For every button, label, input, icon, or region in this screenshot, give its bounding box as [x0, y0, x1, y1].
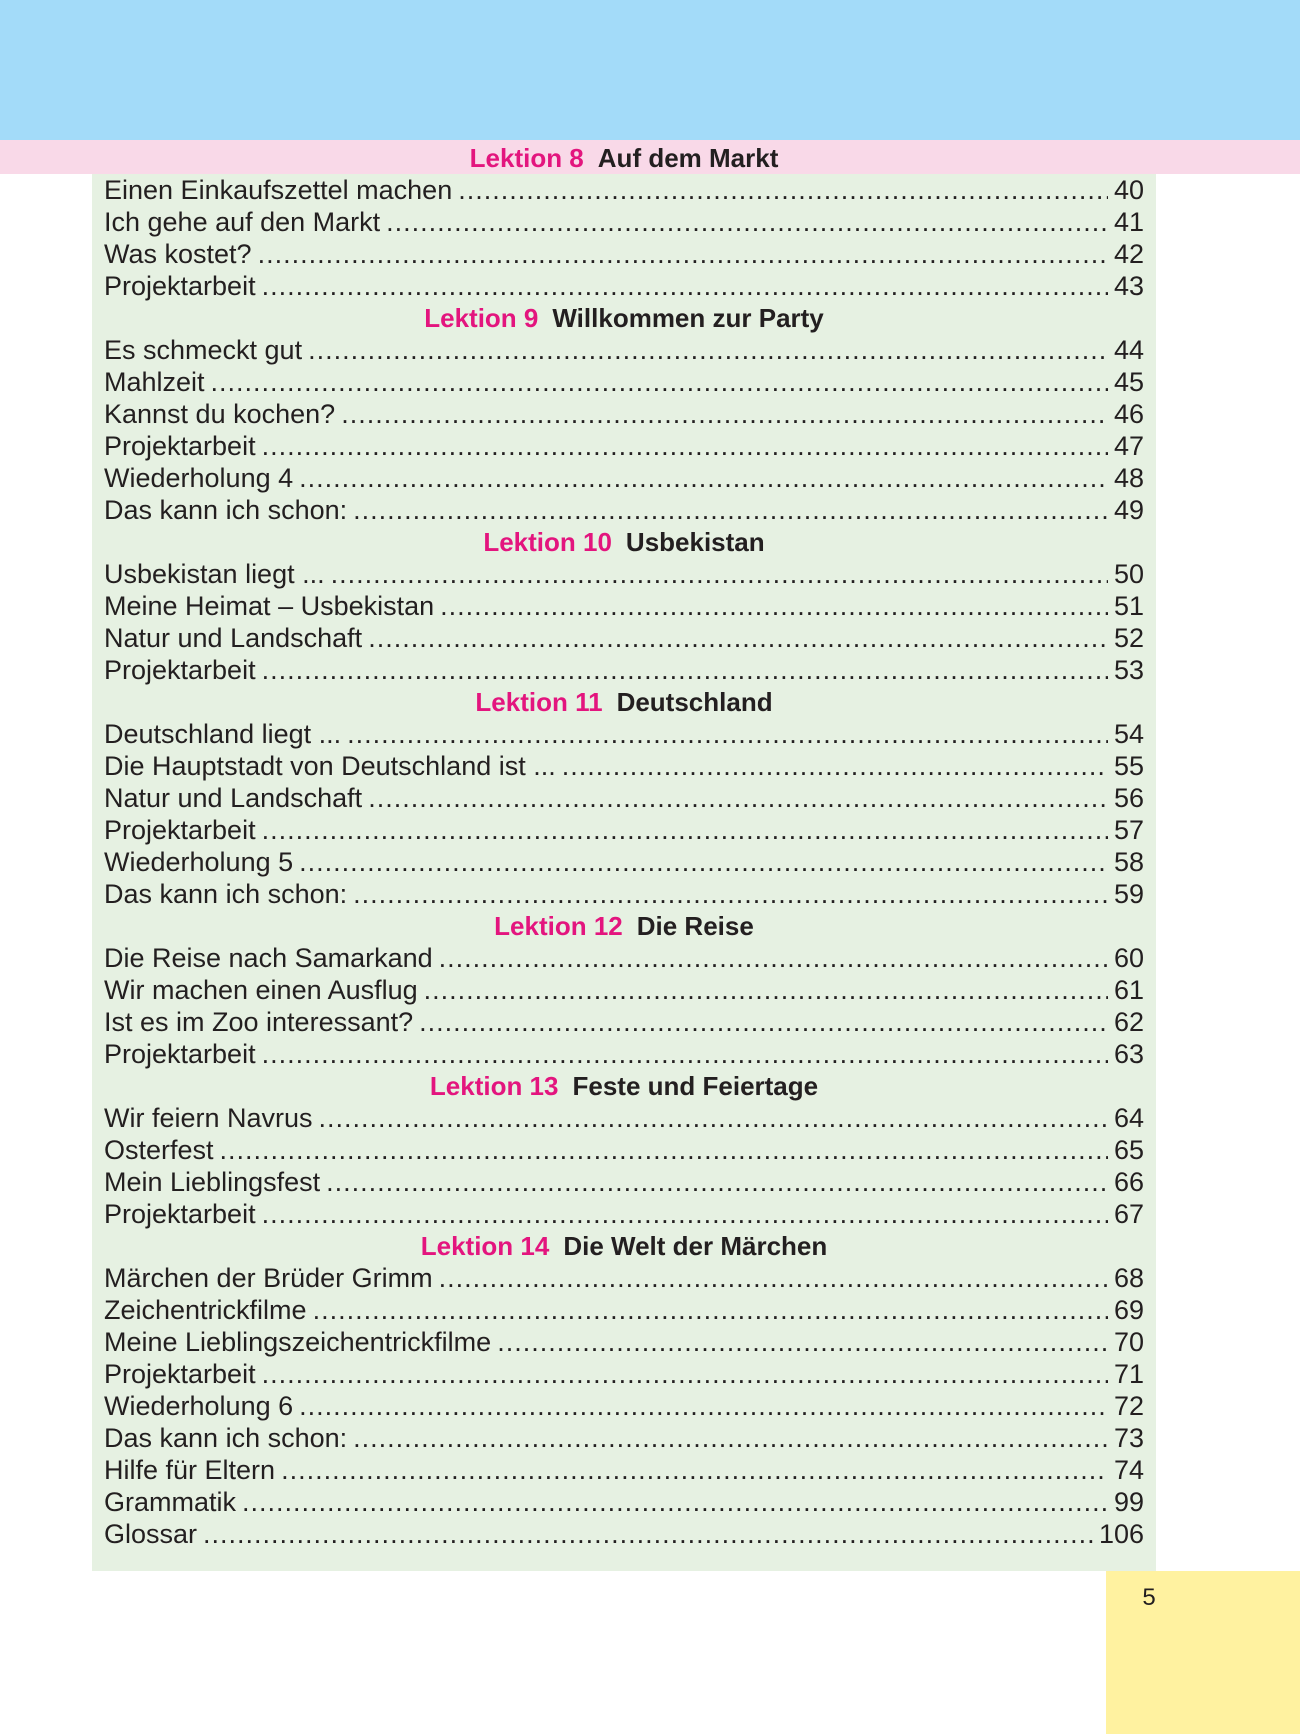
- lesson-title: Auf dem Markt: [597, 143, 779, 173]
- entry-page-number: 72: [1113, 1391, 1144, 1421]
- dot-leader: [424, 974, 1108, 1006]
- toc-entry: [104, 590, 1144, 622]
- entry-title: Die Hauptstadt von Deutschland ist ...: [104, 751, 556, 781]
- entry-title: Das kann ich schon:: [104, 1423, 348, 1453]
- entry-page-number: 55: [1113, 751, 1144, 781]
- lesson-heading: [104, 526, 1144, 558]
- entry-page-number: 58: [1113, 847, 1144, 877]
- dot-leader: [353, 1422, 1108, 1454]
- lesson-number: Lektion 12: [494, 911, 623, 941]
- dot-leader: [211, 366, 1108, 398]
- toc-entry: [104, 654, 1144, 686]
- toc-entry: [104, 238, 1144, 270]
- entry-title: Projektarbeit: [104, 1359, 256, 1389]
- toc-entry: [104, 206, 1144, 238]
- entry-title: Glossar: [104, 1519, 198, 1549]
- toc-entry: [104, 1486, 1144, 1518]
- dot-leader: [203, 1518, 1093, 1550]
- dot-leader: [331, 558, 1108, 590]
- toc-entry: [104, 1198, 1144, 1230]
- dot-leader: [562, 750, 1108, 782]
- toc-entry: [104, 1326, 1144, 1358]
- entry-page-number: 59: [1113, 879, 1144, 909]
- toc-entry: [104, 814, 1144, 846]
- dot-leader: [347, 718, 1108, 750]
- entry-page-number: 63: [1113, 1039, 1144, 1069]
- lesson-title: Deutschland: [616, 687, 773, 717]
- lesson-title: Feste und Feiertage: [572, 1071, 819, 1101]
- dot-leader: [262, 270, 1108, 302]
- dot-leader: [419, 1006, 1108, 1038]
- lesson-heading: [104, 1230, 1144, 1262]
- toc-entry: [104, 782, 1144, 814]
- dot-leader: [497, 1326, 1108, 1358]
- toc-entry: [104, 558, 1144, 590]
- toc-entry: [104, 1038, 1144, 1070]
- toc-entry: [104, 1166, 1144, 1198]
- entry-page-number: 67: [1113, 1199, 1144, 1229]
- toc-entry: [104, 750, 1144, 782]
- entry-title: Grammatik: [104, 1487, 237, 1517]
- entry-page-number: 42: [1113, 239, 1144, 269]
- entry-page-number: 43: [1113, 271, 1144, 301]
- entry-page-number: 68: [1113, 1263, 1144, 1293]
- toc-entry: [104, 462, 1144, 494]
- entry-page-number: 106: [1098, 1519, 1144, 1549]
- dot-leader: [262, 1038, 1108, 1070]
- dot-leader: [439, 942, 1108, 974]
- lesson-title: Die Reise: [636, 911, 754, 941]
- toc-entry: [104, 1102, 1144, 1134]
- entry-title: Was kostet?: [104, 239, 252, 269]
- entry-title: Das kann ich schon:: [104, 495, 348, 525]
- toc-entry: [104, 398, 1144, 430]
- dot-leader: [262, 814, 1108, 846]
- entry-page-number: 62: [1113, 1007, 1144, 1037]
- lesson-number: Lektion 10: [483, 527, 612, 557]
- lesson-heading: [104, 686, 1144, 718]
- toc-entry: [104, 1294, 1144, 1326]
- toc-entry: [104, 718, 1144, 750]
- toc-entry: [104, 974, 1144, 1006]
- entry-page-number: 74: [1113, 1455, 1144, 1485]
- entry-page-number: 60: [1113, 943, 1144, 973]
- entry-title: Natur und Landschaft: [104, 623, 363, 653]
- dot-leader: [299, 462, 1108, 494]
- entry-title: Wir machen einen Ausflug: [104, 975, 418, 1005]
- top-color-band: [0, 0, 1300, 140]
- entry-page-number: 40: [1113, 175, 1144, 205]
- toc-entry: [104, 1262, 1144, 1294]
- entry-title: Meine Lieblingszeichentrickfilme: [104, 1327, 492, 1357]
- entry-title: Projektarbeit: [104, 271, 256, 301]
- dot-leader: [262, 1198, 1108, 1230]
- dot-leader: [386, 206, 1108, 238]
- entry-page-number: 50: [1113, 559, 1144, 589]
- entry-title: Hilfe für Eltern: [104, 1455, 276, 1485]
- entry-page-number: 45: [1113, 367, 1144, 397]
- lesson-heading: [104, 142, 1144, 174]
- toc-entry: [104, 878, 1144, 910]
- dot-leader: [313, 1294, 1108, 1326]
- table-of-contents: [104, 142, 1144, 1550]
- entry-page-number: 54: [1113, 719, 1144, 749]
- toc-entry: [104, 1390, 1144, 1422]
- entry-title: Wiederholung 4: [104, 463, 294, 493]
- dot-leader: [458, 174, 1108, 206]
- dot-leader: [353, 878, 1108, 910]
- entry-page-number: 65: [1113, 1135, 1144, 1165]
- entry-page-number: 49: [1113, 495, 1144, 525]
- entry-page-number: 47: [1113, 431, 1144, 461]
- entry-title: Das kann ich schon:: [104, 879, 348, 909]
- entry-title: Projektarbeit: [104, 431, 256, 461]
- entry-title: Natur und Landschaft: [104, 783, 363, 813]
- dot-leader: [326, 1166, 1108, 1198]
- dot-leader: [368, 782, 1108, 814]
- entry-title: Wir feiern Navrus: [104, 1103, 313, 1133]
- entry-page-number: 73: [1113, 1423, 1144, 1453]
- toc-entry: [104, 366, 1144, 398]
- entry-page-number: 46: [1113, 399, 1144, 429]
- toc-entry: [104, 942, 1144, 974]
- entry-page-number: 66: [1113, 1167, 1144, 1197]
- lesson-number: Lektion 11: [475, 687, 603, 717]
- toc-entry: [104, 622, 1144, 654]
- entry-page-number: 57: [1113, 815, 1144, 845]
- dot-leader: [258, 238, 1108, 270]
- toc-entry: [104, 1422, 1144, 1454]
- entry-title: Zeichentrickfilme: [104, 1295, 307, 1325]
- lesson-heading: [104, 302, 1144, 334]
- dot-leader: [281, 1454, 1108, 1486]
- entry-page-number: 61: [1113, 975, 1144, 1005]
- dot-leader: [299, 1390, 1108, 1422]
- lesson-title: Willkommen zur Party: [552, 303, 824, 333]
- entry-title: Wiederholung 6: [104, 1391, 294, 1421]
- dot-leader: [299, 846, 1108, 878]
- entry-page-number: 56: [1113, 783, 1144, 813]
- entry-page-number: 69: [1113, 1295, 1144, 1325]
- lesson-heading: [104, 1070, 1144, 1102]
- dot-leader: [368, 622, 1108, 654]
- dot-leader: [308, 334, 1108, 366]
- toc-entry: [104, 846, 1144, 878]
- entry-title: Osterfest: [104, 1135, 214, 1165]
- entry-title: Projektarbeit: [104, 1199, 256, 1229]
- entry-page-number: 48: [1113, 463, 1144, 493]
- entry-title: Ich gehe auf den Markt: [104, 207, 381, 237]
- entry-title: Meine Heimat – Usbekistan: [104, 591, 435, 621]
- toc-entry: [104, 1358, 1144, 1390]
- entry-title: Deutschland liegt ...: [104, 719, 342, 749]
- page-number: 5: [1142, 1584, 1156, 1611]
- entry-title: Märchen der Brüder Grimm: [104, 1263, 433, 1293]
- entry-title: Projektarbeit: [104, 815, 256, 845]
- toc-entry: [104, 1518, 1144, 1550]
- entry-title: Wiederholung 5: [104, 847, 294, 877]
- dot-leader: [262, 430, 1108, 462]
- toc-entry: [104, 1134, 1144, 1166]
- entry-title: Es schmeckt gut: [104, 335, 303, 365]
- entry-title: Die Reise nach Samarkand: [104, 943, 433, 973]
- lesson-title: Usbekistan: [625, 527, 765, 557]
- entry-title: Mein Lieblingsfest: [104, 1167, 321, 1197]
- lesson-number: Lektion 9: [424, 303, 539, 333]
- dot-leader: [262, 1358, 1108, 1390]
- entry-page-number: 52: [1113, 623, 1144, 653]
- entry-title: Ist es im Zoo interessant?: [104, 1007, 414, 1037]
- lesson-number: Lektion 8: [469, 143, 584, 173]
- dot-leader: [353, 494, 1108, 526]
- toc-entry: [104, 430, 1144, 462]
- entry-page-number: 53: [1113, 655, 1144, 685]
- lesson-number: Lektion 14: [420, 1231, 550, 1261]
- toc-entry: [104, 1006, 1144, 1038]
- entry-page-number: 64: [1113, 1103, 1144, 1133]
- dot-leader: [319, 1102, 1108, 1134]
- entry-title: Kannst du kochen?: [104, 399, 336, 429]
- entry-page-number: 71: [1113, 1359, 1144, 1389]
- dot-leader: [220, 1134, 1108, 1166]
- toc-entry: [104, 494, 1144, 526]
- entry-title: Einen Einkaufszettel machen: [104, 175, 453, 205]
- lesson-heading: [104, 910, 1144, 942]
- lesson-number: Lektion 13: [429, 1071, 559, 1101]
- dot-leader: [341, 398, 1108, 430]
- entry-title: Usbekistan liegt ...: [104, 559, 325, 589]
- entry-page-number: 51: [1113, 591, 1144, 621]
- entry-page-number: 44: [1113, 335, 1144, 365]
- dot-leader: [262, 654, 1108, 686]
- dot-leader: [440, 590, 1108, 622]
- toc-entry: [104, 270, 1144, 302]
- entry-title: Mahlzeit: [104, 367, 205, 397]
- dot-leader: [439, 1262, 1108, 1294]
- entry-title: Projektarbeit: [104, 1039, 256, 1069]
- entry-title: Projektarbeit: [104, 655, 256, 685]
- entry-page-number: 70: [1113, 1327, 1144, 1357]
- toc-entry: [104, 174, 1144, 206]
- entry-page-number: 99: [1113, 1487, 1144, 1517]
- toc-entry: [104, 334, 1144, 366]
- entry-page-number: 41: [1113, 207, 1144, 237]
- dot-leader: [242, 1486, 1108, 1518]
- lesson-title: Die Welt der Märchen: [563, 1231, 828, 1261]
- toc-entry: [104, 1454, 1144, 1486]
